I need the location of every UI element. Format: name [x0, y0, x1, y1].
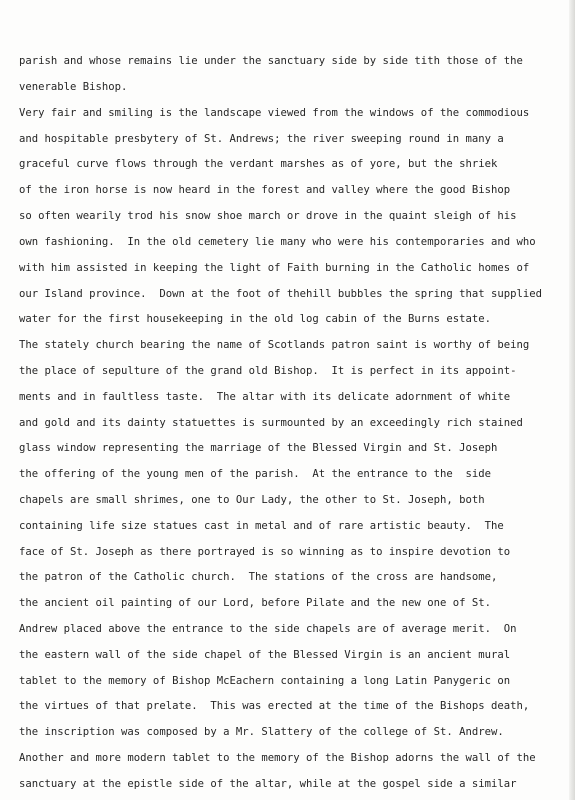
text-line: own fashioning. In the old cemetery lie many who were his contemporaries and who	[19, 236, 536, 248]
text-line: of the iron horse is now heard in the forest and valley where the good Bishop	[19, 184, 511, 196]
text-line: and gold and its dainty statuettes is surmounted by an exceedingly rich stained	[19, 417, 523, 429]
text-line: and hospitable presbytery of St. Andrews; the river sweeping round in many a	[19, 133, 504, 145]
text-line: Very fair and smiling is the landscape viewed from the windows of the commodious	[19, 107, 530, 119]
page-edge-shadow	[569, 0, 575, 800]
text-line: containing life size statues cast in metal and of rare artistic beauty. The	[19, 520, 504, 532]
text-line: Andrew placed above the entrance to the side chapels are of average merit. On	[19, 623, 517, 635]
text-line: chapels are small shrimes, one to Our Lady, the other to St. Joseph, both	[19, 494, 485, 506]
text-line: sanctuary at the epistle side of the altar, while at the gospel side a similar	[19, 778, 517, 790]
text-line: the virtues of that prelate. This was erected at the time of the Bishops death,	[19, 700, 530, 712]
text-line: the place of sepulture of the grand old Bishop. It is perfect in its appoint-	[19, 365, 517, 377]
text-line: with him assisted in keeping the light of Faith burning in the Catholic homes of	[19, 262, 530, 274]
text-line: parish and whose remains lie under the sanctuary side by side tith those of the	[19, 55, 523, 67]
text-line: the ancient oil painting of our Lord, before Pilate and the new one of St.	[19, 597, 491, 609]
text-line: face of St. Joseph as there portrayed is so winning as to inspire devotion to	[19, 546, 511, 558]
text-line: ments and in faultless taste. The altar with its delicate adornment of white	[19, 391, 511, 403]
text-line: the inscription was composed by a Mr. Slattery of the college of St. Andrew.	[19, 726, 504, 738]
text-line: graceful curve flows through the verdant marshes as of yore, but the shriek	[19, 158, 498, 170]
text-line: The stately church bearing the name of Scotlands patron saint is worthy of being	[19, 339, 530, 351]
text-line: the eastern wall of the side chapel of the Blessed Virgin is an ancient mural	[19, 649, 511, 661]
text-line: our Island province. Down at the foot of thehill bubbles the spring that supplied	[19, 288, 542, 300]
text-line: venerable Bishop.	[19, 81, 128, 93]
text-line: Another and more modern tablet to the memory of the Bishop adorns the wall of the	[19, 752, 536, 764]
text-line: tablet to the memory of Bishop McEachern containing a long Latin Panygeric on	[19, 675, 511, 687]
text-line: water for the first housekeeping in the old log cabin of the Burns estate.	[19, 313, 491, 325]
text-line: glass window representing the marriage of the Blessed Virgin and St. Joseph	[19, 442, 498, 454]
text-line: the patron of the Catholic church. The stations of the cross are handsome,	[19, 571, 498, 583]
text-line: the offering of the young men of the parish. At the entrance to the side	[19, 468, 491, 480]
text-line: so often wearily trod his snow shoe march or drove in the quaint sleigh of his	[19, 210, 517, 222]
